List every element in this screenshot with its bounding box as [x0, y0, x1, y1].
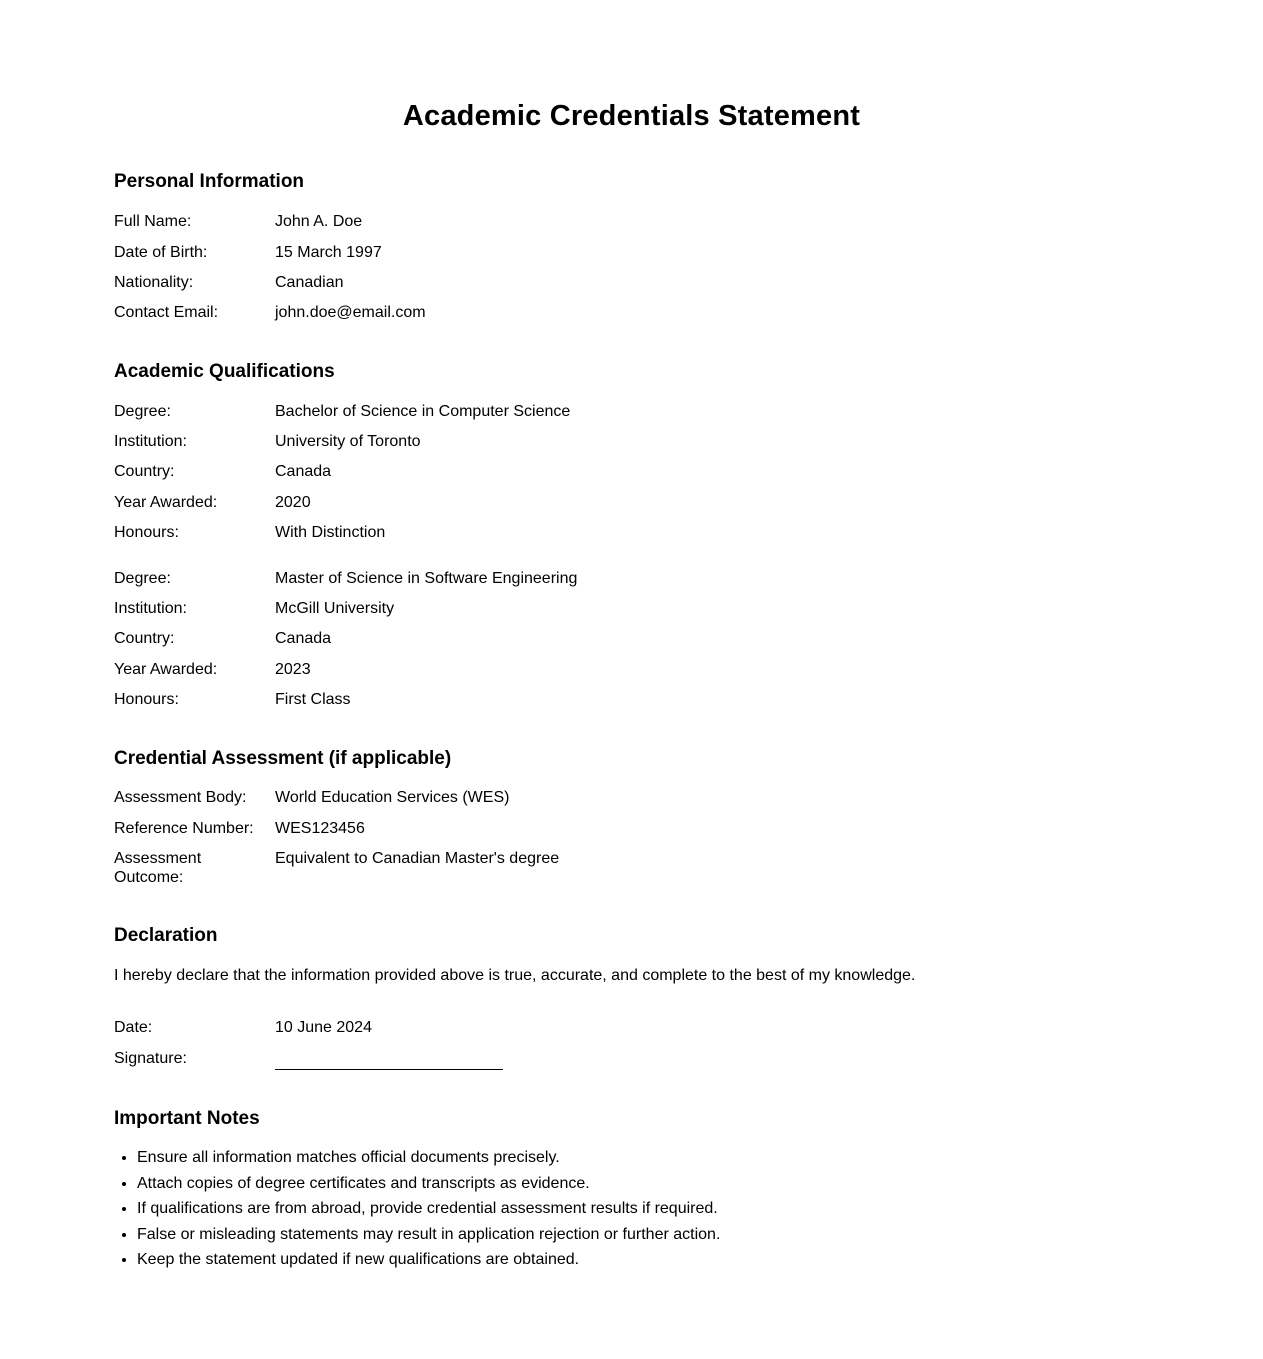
- field-row-year-awarded: [114, 661, 1149, 679]
- section-personal-information: [114, 171, 1149, 322]
- degree-block-bachelor: [114, 403, 1149, 543]
- field-label: Honours:: [114, 524, 179, 542]
- personal-information-heading: Personal Information: [114, 171, 305, 193]
- field-label: Assessment Body:: [114, 789, 247, 807]
- field-value: University of Toronto: [275, 432, 421, 450]
- field-row-degree: [114, 570, 1149, 588]
- declaration-text: I hereby declare that the information provided above is true, accurate, and complete to the best of my knowledge.: [114, 966, 916, 984]
- field-value: Master of Science in Software Engineering: [275, 569, 578, 587]
- section-academic-qualifications: [114, 361, 1149, 710]
- field-value: John A. Doe: [275, 213, 363, 231]
- field-label: Honours:: [114, 691, 179, 709]
- declaration-heading: Declaration: [114, 924, 218, 946]
- field-row-assessment-body: [114, 789, 1149, 807]
- section-important-notes: [114, 1108, 1149, 1270]
- field-row-year-awarded: [114, 494, 1149, 512]
- field-row-assessment-outcome: [114, 850, 1149, 887]
- field-row-signature: [114, 1050, 1149, 1070]
- field-value: 10 June 2024: [275, 1019, 372, 1037]
- section-credential-assessment: [114, 748, 1149, 887]
- academic-qualifications-heading: Academic Qualifications: [114, 360, 335, 382]
- field-label: Year Awarded:: [114, 660, 218, 678]
- credential-assessment-heading: Credential Assessment (if applicable): [114, 747, 452, 769]
- field-label: Date of Birth:: [114, 243, 208, 261]
- field-row-full-name: [114, 213, 1149, 231]
- field-row-institution: [114, 433, 1149, 451]
- field-label: Year Awarded:: [114, 493, 218, 511]
- field-label: Country:: [114, 630, 175, 648]
- field-label: Assessment Outcome:: [114, 850, 202, 886]
- note-item: • Attach copies of degree certificates and transcripts as evidence.: [137, 1175, 1149, 1193]
- degree-block-master: [114, 570, 1149, 710]
- field-value: Equivalent to Canadian Master's degree: [275, 850, 560, 868]
- field-value: World Education Services (WES): [275, 789, 510, 807]
- field-label: Signature:: [114, 1049, 187, 1067]
- field-value: 2023: [275, 660, 311, 678]
- field-row-honours: [114, 524, 1149, 542]
- field-value: Bachelor of Science in Computer Science: [275, 402, 571, 420]
- note-item: • Keep the statement updated if new qualifications are obtained.: [137, 1251, 1149, 1269]
- field-value: McGill University: [275, 599, 395, 617]
- page-title: Academic Credentials Statement: [402, 100, 861, 132]
- field-value: Canadian: [275, 273, 344, 291]
- field-label: Institution:: [114, 599, 187, 617]
- field-label: Degree:: [114, 569, 171, 587]
- field-row-date: [114, 1019, 1149, 1037]
- note-item: • If qualifications are from abroad, provide credential assessment results if required.: [137, 1200, 1149, 1218]
- field-label: Reference Number:: [114, 819, 254, 837]
- field-row-honours: [114, 691, 1149, 709]
- field-value: Canada: [275, 463, 332, 481]
- field-label: Contact Email:: [114, 304, 219, 322]
- field-row-country: [114, 630, 1149, 648]
- note-item: • Ensure all information matches official documents precisely.: [137, 1149, 1149, 1167]
- signature-block: [114, 1019, 1149, 1069]
- field-value: Canada: [275, 630, 332, 648]
- field-value: [275, 1050, 1149, 1070]
- field-value: john.doe@email.com: [275, 304, 426, 322]
- field-row-date-of-birth: [114, 244, 1149, 262]
- field-label: Degree:: [114, 402, 171, 420]
- notes-list: [114, 1149, 1149, 1269]
- field-label: Institution:: [114, 432, 187, 450]
- field-value: WES123456: [275, 819, 365, 837]
- field-value: First Class: [275, 691, 351, 709]
- field-value: 15 March 1997: [275, 243, 382, 261]
- signature-line: [275, 1050, 503, 1070]
- note-item: • False or misleading statements may result in application rejection or further action.: [137, 1226, 1149, 1244]
- field-value: 2020: [275, 493, 311, 511]
- field-label: Country:: [114, 463, 175, 481]
- field-label: Nationality:: [114, 273, 194, 291]
- field-row-country: [114, 463, 1149, 481]
- field-row-nationality: [114, 274, 1149, 292]
- field-value: With Distinction: [275, 524, 386, 542]
- field-row-contact-email: [114, 304, 1149, 322]
- field-row-reference-number: [114, 820, 1149, 838]
- field-row-degree: [114, 403, 1149, 421]
- important-notes-heading: Important Notes: [114, 1107, 260, 1129]
- field-label: Date:: [114, 1019, 153, 1037]
- field-row-institution: [114, 600, 1149, 618]
- section-declaration: [114, 925, 1149, 1070]
- field-label: Full Name:: [114, 213, 192, 231]
